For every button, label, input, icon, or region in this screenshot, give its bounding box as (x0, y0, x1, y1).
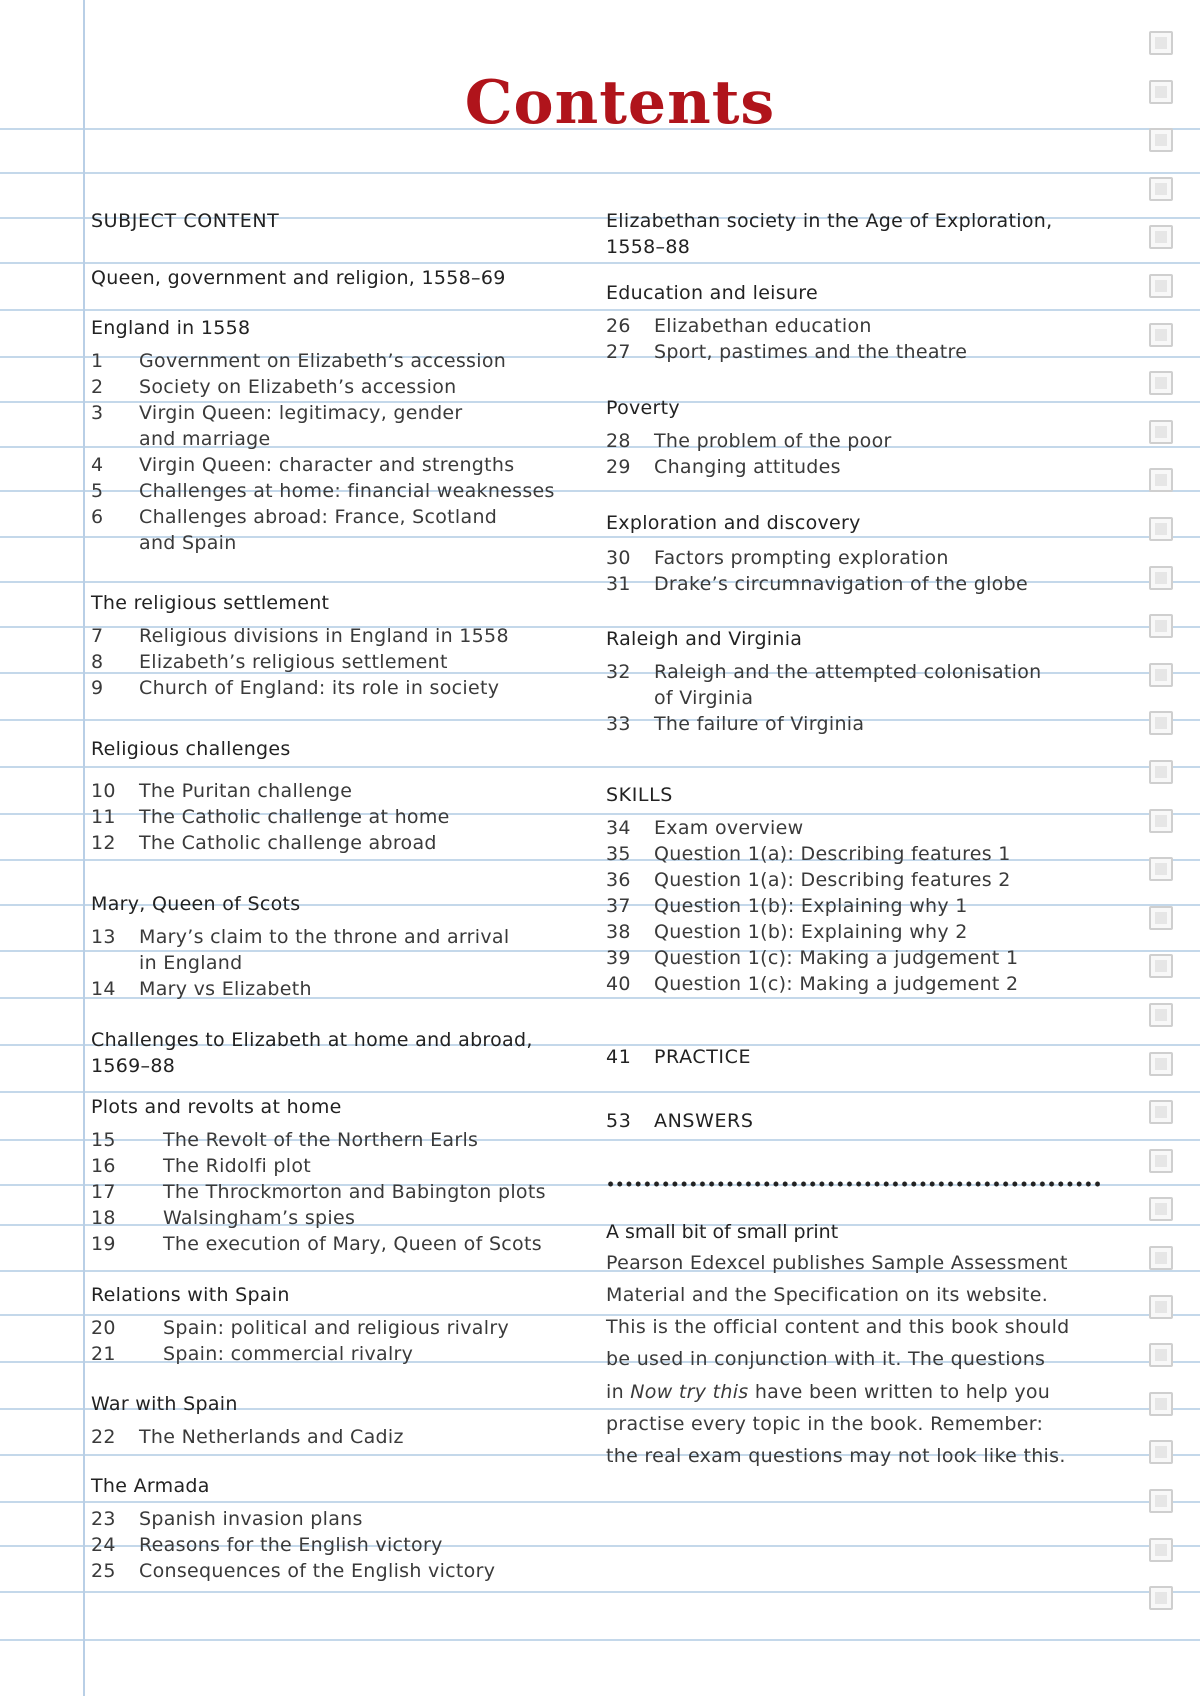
religious-settlement-heading: The religious settlement (91, 592, 330, 614)
binder-hole (1149, 1392, 1173, 1416)
entry-title: Religious divisions in England in 1558 (139, 625, 509, 647)
entry-title: Changing attitudes (654, 456, 841, 478)
entry-title: Walsingham’s spies (163, 1207, 356, 1229)
entry-title: The Revolt of the Northern Earls (163, 1129, 479, 1151)
binder-hole (1149, 614, 1173, 638)
entry-page-number: 2 (91, 376, 104, 398)
binder-hole (1149, 663, 1173, 687)
entry-title: Challenges abroad: France, Scotland (139, 506, 498, 528)
entry-page-number: 15 (91, 1129, 116, 1151)
small-print-line-5-post: have been written to help you (748, 1381, 1051, 1403)
entry-page-number: 18 (91, 1207, 116, 1229)
raleigh-heading: Raleigh and Virginia (606, 628, 803, 650)
entry-title: Virgin Queen: legitimacy, gender (139, 402, 463, 424)
entry-page-number: 27 (606, 341, 631, 363)
entry-page-number: 29 (606, 456, 631, 478)
entry-page-number: 17 (91, 1181, 116, 1203)
entry-title: Mary’s claim to the throne and arrival (139, 926, 510, 948)
england-heading: England in 1558 (91, 317, 251, 339)
armada-heading: The Armada (91, 1475, 210, 1497)
small-print-line-2: Material and the Specification on its website. (606, 1284, 1049, 1306)
practice-page-number: 41 (606, 1046, 632, 1068)
binder-hole (1149, 1586, 1173, 1610)
entry-title: Question 1(b): Explaining why 1 (654, 895, 968, 917)
entry-page-number: 3 (91, 402, 104, 424)
binder-hole (1149, 1343, 1173, 1367)
binder-hole (1149, 1149, 1173, 1173)
binder-hole (1149, 274, 1173, 298)
small-print-line-6: practise every topic in the book. Remember: (606, 1413, 1044, 1435)
entry-page-number: 13 (91, 926, 116, 948)
entry-title: Elizabethan education (654, 315, 872, 337)
entry-title: Church of England: its role in society (139, 677, 500, 699)
entry-title-continuation: and Spain (139, 532, 237, 554)
entry-page-number: 30 (606, 547, 631, 569)
entry-title: Question 1(a): Describing features 1 (654, 843, 1011, 865)
small-print-heading: A small bit of small print (606, 1221, 839, 1243)
exploration-heading: Exploration and discovery (606, 512, 861, 534)
binder-hole (1149, 1246, 1173, 1270)
entry-page-number: 14 (91, 978, 116, 1000)
subject-content-heading: SUBJECT CONTENT (91, 210, 280, 232)
binder-hole (1149, 31, 1173, 55)
part3-title-line1: Elizabethan society in the Age of Exploration, (606, 210, 1053, 232)
binder-hole (1149, 1295, 1173, 1319)
binder-hole (1149, 468, 1173, 492)
entry-title: Consequences of the English victory (139, 1560, 496, 1582)
small-print-italic-title: Now try this (630, 1381, 749, 1403)
entry-title: The Netherlands and Cadiz (139, 1426, 404, 1448)
entry-title: Question 1(a): Describing features 2 (654, 869, 1011, 891)
binder-holes (1149, 0, 1175, 1696)
skills-heading: SKILLS (606, 784, 673, 806)
entry-page-number: 5 (91, 480, 104, 502)
answers-page-number: 53 (606, 1110, 632, 1132)
entry-title: Drake’s circumnavigation of the globe (654, 573, 1028, 595)
answers-label: ANSWERS (654, 1110, 754, 1132)
entry-title: Challenges at home: financial weaknesses (139, 480, 555, 502)
entry-title: The execution of Mary, Queen of Scots (163, 1233, 542, 1255)
entry-title: Spanish invasion plans (139, 1508, 363, 1530)
entry-title: Government on Elizabeth’s accession (139, 350, 507, 372)
binder-hole (1149, 517, 1173, 541)
binder-hole (1149, 1052, 1173, 1076)
binder-hole (1149, 760, 1173, 784)
entry-page-number: 35 (606, 843, 631, 865)
small-print-line-3: This is the official content and this book should (606, 1316, 1070, 1338)
entry-title: The Catholic challenge abroad (139, 832, 437, 854)
entry-page-number: 12 (91, 832, 116, 854)
entry-title: Raleigh and the attempted colonisation (654, 661, 1042, 683)
binder-hole (1149, 906, 1173, 930)
entry-page-number: 11 (91, 806, 116, 828)
entry-title-continuation: and marriage (139, 428, 271, 450)
entry-title: Elizabeth’s religious settlement (139, 651, 448, 673)
entry-page-number: 1 (91, 350, 104, 372)
small-print-line-7: the real exam questions may not look like this. (606, 1445, 1066, 1467)
entry-title: Society on Elizabeth’s accession (139, 376, 457, 398)
entry-page-number: 38 (606, 921, 631, 943)
binder-hole (1149, 177, 1173, 201)
entry-title: The Throckmorton and Babington plots (163, 1181, 546, 1203)
entry-title: Question 1(b): Explaining why 2 (654, 921, 968, 943)
small-print-line-5 (606, 1381, 1050, 1403)
small-print-line-4: be used in conjunction with it. The questions (606, 1348, 1046, 1370)
part2-title-line1: Challenges to Elizabeth at home and abroad, (91, 1029, 533, 1051)
entry-page-number: 10 (91, 780, 116, 802)
entry-title: Exam overview (654, 817, 804, 839)
entry-page-number: 24 (91, 1534, 116, 1556)
entry-title: Factors prompting exploration (654, 547, 949, 569)
entry-title: The Catholic challenge at home (139, 806, 450, 828)
practice-label: PRACTICE (654, 1046, 752, 1068)
entry-page-number: 22 (91, 1426, 116, 1448)
entry-title: Spain: commercial rivalry (163, 1343, 414, 1365)
entry-page-number: 34 (606, 817, 631, 839)
binder-hole (1149, 323, 1173, 347)
religious-challenges-heading: Religious challenges (91, 738, 291, 760)
part2-title-line2: 1569–88 (91, 1055, 176, 1077)
entry-title: Question 1(c): Making a judgement 1 (654, 947, 1019, 969)
entry-title: The Puritan challenge (139, 780, 353, 802)
spain-relations-heading: Relations with Spain (91, 1284, 290, 1306)
entry-page-number: 39 (606, 947, 631, 969)
binder-hole (1149, 1440, 1173, 1464)
binder-hole (1149, 1489, 1173, 1513)
entry-page-number: 36 (606, 869, 631, 891)
entry-page-number: 8 (91, 651, 104, 673)
binder-hole (1149, 371, 1173, 395)
binder-hole (1149, 857, 1173, 881)
entry-title: Sport, pastimes and the theatre (654, 341, 968, 363)
page-title: Contents (464, 68, 776, 138)
dotted-divider (606, 1180, 1100, 1188)
entry-title-continuation: in England (139, 952, 243, 974)
entry-title: Mary vs Elizabeth (139, 978, 312, 1000)
poverty-heading: Poverty (606, 397, 680, 419)
small-print-line-1: Pearson Edexcel publishes Sample Assessment (606, 1252, 1068, 1274)
entry-title: Question 1(c): Making a judgement 2 (654, 973, 1019, 995)
plots-heading: Plots and revolts at home (91, 1096, 342, 1118)
entry-page-number: 40 (606, 973, 631, 995)
entry-title: Virgin Queen: character and strengths (139, 454, 515, 476)
entry-title: The Ridolfi plot (163, 1155, 312, 1177)
binder-hole (1149, 1197, 1173, 1221)
entry-title: The problem of the poor (654, 430, 892, 452)
entry-title: Reasons for the English victory (139, 1534, 443, 1556)
entry-page-number: 33 (606, 713, 631, 735)
education-heading: Education and leisure (606, 282, 818, 304)
entry-page-number: 31 (606, 573, 631, 595)
part1-title: Queen, government and religion, 1558–69 (91, 267, 506, 289)
war-heading: War with Spain (91, 1393, 238, 1415)
entry-page-number: 16 (91, 1155, 116, 1177)
entry-page-number: 9 (91, 677, 104, 699)
entry-page-number: 23 (91, 1508, 116, 1530)
entry-title-continuation: of Virginia (654, 687, 754, 709)
entry-title: The failure of Virginia (654, 713, 865, 735)
binder-hole (1149, 1100, 1173, 1124)
entry-page-number: 25 (91, 1560, 116, 1582)
entry-page-number: 4 (91, 454, 104, 476)
entry-page-number: 7 (91, 625, 104, 647)
binder-hole (1149, 711, 1173, 735)
entry-page-number: 19 (91, 1233, 116, 1255)
entry-page-number: 28 (606, 430, 631, 452)
entry-page-number: 26 (606, 315, 631, 337)
entry-title: Spain: political and religious rivalry (163, 1317, 509, 1339)
entry-page-number: 21 (91, 1343, 116, 1365)
small-print-line-5-pre: in (606, 1381, 631, 1403)
binder-hole (1149, 1003, 1173, 1027)
entry-page-number: 32 (606, 661, 631, 683)
entry-page-number: 6 (91, 506, 104, 528)
entry-page-number: 20 (91, 1317, 116, 1339)
binder-hole (1149, 954, 1173, 978)
binder-hole (1149, 809, 1173, 833)
binder-hole (1149, 225, 1173, 249)
entry-page-number: 37 (606, 895, 631, 917)
binder-hole (1149, 1538, 1173, 1562)
binder-hole (1149, 420, 1173, 444)
part3-title-line2: 1558–88 (606, 236, 691, 258)
binder-hole (1149, 566, 1173, 590)
mary-heading: Mary, Queen of Scots (91, 893, 301, 915)
